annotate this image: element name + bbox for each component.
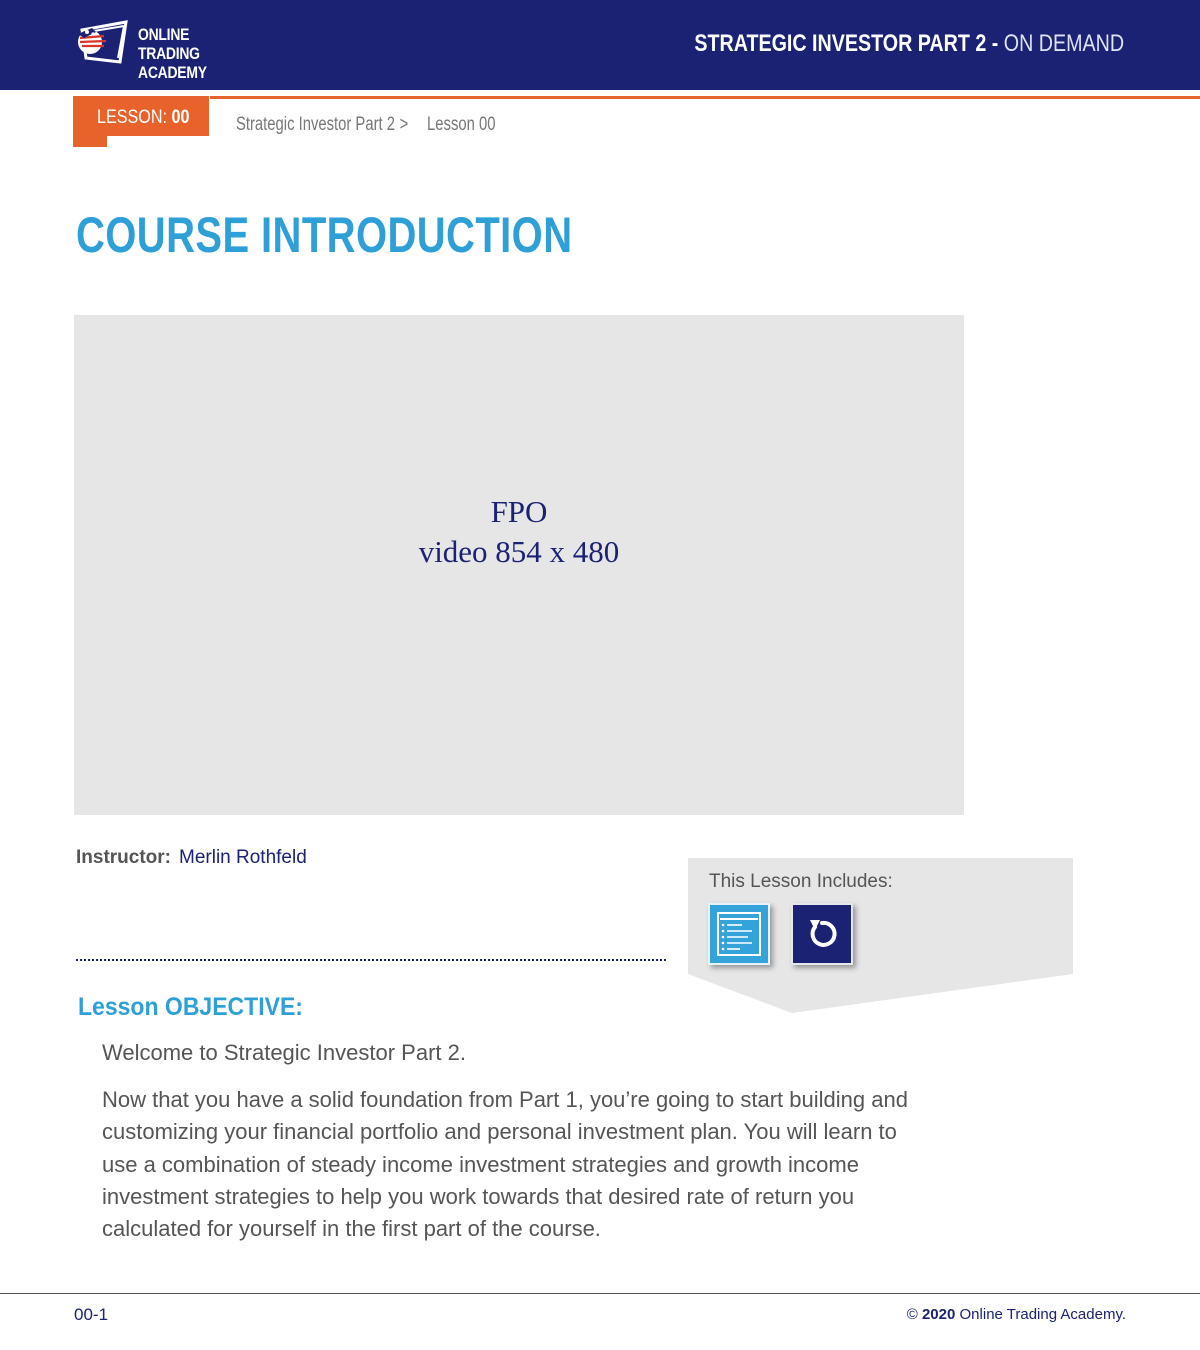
header-bar <box>0 0 1200 90</box>
academy-logo-icon <box>74 20 132 66</box>
logo[interactable] <box>74 20 254 82</box>
lesson-tab-label <box>97 107 189 129</box>
copyright <box>907 1306 1126 1323</box>
objective-paragraph-1: Welcome to Strategic Investor Part 2. <box>102 1040 466 1065</box>
page-number: 00-1 <box>74 1305 109 1324</box>
page-title: COURSE INTRODUCTION <box>76 207 573 263</box>
logo-text <box>138 25 233 82</box>
breadcrumb-separator: > <box>399 114 409 135</box>
course-title-bold: STRATEGIC INVESTOR PART 2 - <box>694 30 999 57</box>
dotted-divider <box>76 959 666 961</box>
orange-divider <box>210 96 1200 99</box>
replay-icon <box>793 905 851 963</box>
video-placeholder[interactable] <box>74 315 964 815</box>
copyright-year: 2020 <box>921 1306 956 1323</box>
instructor-name: Merlin Rothfeld <box>179 847 307 868</box>
video-placeholder-label <box>74 492 964 572</box>
course-title-light: ON DEMAND <box>1003 30 1124 57</box>
breadcrumb <box>236 114 495 136</box>
logo-line-2: ACADEMY <box>138 63 207 82</box>
replay-button[interactable] <box>791 903 853 965</box>
footer-divider <box>0 1293 1200 1294</box>
lesson-tab <box>73 96 209 148</box>
document-list-icon <box>710 905 768 963</box>
instructor <box>76 847 307 869</box>
document-button[interactable] <box>708 903 770 965</box>
breadcrumb-item-lesson[interactable]: Lesson 00 <box>427 114 496 135</box>
video-fpo-text: FPO <box>490 494 548 529</box>
objective-heading <box>78 993 303 1022</box>
objective-heading-a: Lesson <box>78 993 159 1021</box>
lesson-includes-panel <box>688 858 1073 1018</box>
objective-paragraph-2: Now that you have a solid foundation from Part 1, you’re going to start building and customizing your financial portfolio and personal investment plan. You will learn to use a combination of steady income investment strategies and growth income investment strategies to help you work towards that desired rate of return you calculated for yourself in the first part of the course. <box>102 1087 908 1242</box>
copyright-text: Online Trading Academy. <box>959 1306 1126 1323</box>
instructor-label: Instructor: <box>76 847 171 868</box>
lesson-prefix: LESSON: <box>97 107 168 128</box>
logo-line-1: ONLINE TRADING <box>138 25 200 63</box>
breadcrumb-item-course[interactable]: Strategic Investor Part 2 <box>236 114 395 135</box>
includes-label: This Lesson Includes: <box>709 871 893 892</box>
objective-heading-b: OBJECTIVE: <box>164 993 303 1021</box>
lesson-number: 00 <box>171 107 190 128</box>
copyright-symbol: © <box>906 1306 918 1323</box>
course-title <box>694 30 1124 58</box>
video-size-text: video 854 x 480 <box>418 534 620 569</box>
